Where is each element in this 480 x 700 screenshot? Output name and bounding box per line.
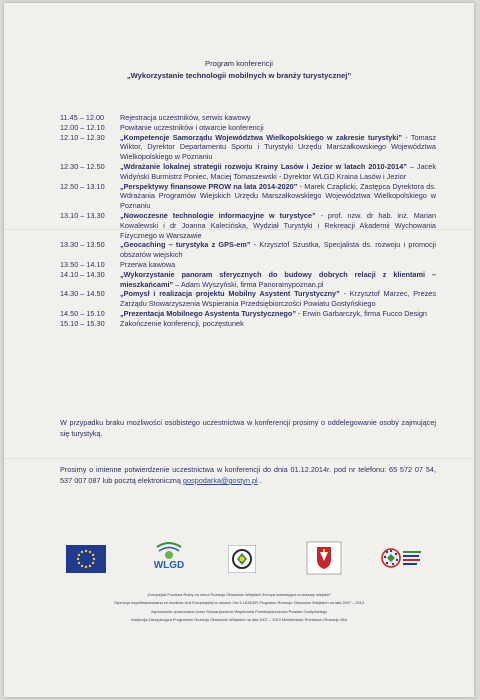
footer-line: Operacja współfinansowana ze środków Unii Europejskiej w ramach Osi 4 LEADER Programu Rozwoju Obszarów Wiejskich na lata 2007 – 2013 xyxy=(114,600,364,606)
wielkopolska-logo xyxy=(306,541,342,580)
page-subtitle: „Wykorzystanie technologii mobilnych w branży turystycznej” xyxy=(126,71,352,80)
session-details: Zakończenie konferencji, poczęstunek xyxy=(120,318,244,328)
schedule-time: 13.10 – 13.30 xyxy=(60,210,105,220)
schedule-time: 12.00 – 12.10 xyxy=(60,122,105,132)
session-title: „Geocaching – turystyka z GPS-em” xyxy=(120,240,251,250)
session-details: - Krzysztof Szustka, Specjalista ds. rozwoju i promocji obszarów wiejskich xyxy=(120,240,436,260)
schedule-row xyxy=(60,162,436,182)
schedule-description xyxy=(120,270,436,290)
schedule-description xyxy=(120,133,436,162)
schedule-time: 12.10 – 12.30 xyxy=(60,132,105,142)
schedule-description xyxy=(120,123,436,133)
schedule-description xyxy=(120,240,436,260)
schedule-time: 14.50 – 15.10 xyxy=(60,308,105,318)
schedule-row xyxy=(60,270,436,290)
eu-flag-logo xyxy=(66,545,106,578)
schedule-description xyxy=(120,260,436,270)
schedule-description xyxy=(120,113,436,123)
session-title: „Nowoczesne technologie informacyjne w turystyce” xyxy=(120,210,316,220)
schedule-row xyxy=(60,240,436,260)
sponsor-logos xyxy=(64,541,424,583)
confirmation-paragraph xyxy=(60,464,436,486)
schedule-row xyxy=(60,123,436,133)
page-title: Program konferencji xyxy=(205,59,273,68)
schedule-list xyxy=(60,113,436,329)
schedule-time: 14.10 – 14.30 xyxy=(60,269,105,279)
session-details: - Tomasz Wiktor, Dyrektor Departamentu Sportu i Turystyki Urzędu Marszałkowskiego Województwa Wielkopolskiego w Poznaniu xyxy=(120,132,436,162)
session-title: „Pomysł i realizacja projektu Mobilny Asystent Turystyczny” xyxy=(120,289,340,299)
session-details: – Jacek Widyński Burmistrz Poniec, Maciej Tomaszewski - Dyrektor WLGD Kraina Lasów i Jezior xyxy=(120,161,436,181)
confirmation-end: . xyxy=(257,476,262,485)
schedule-row xyxy=(60,113,436,123)
schedule-time: 13.30 – 13.50 xyxy=(60,240,105,250)
schedule-time: 12.30 – 12.50 xyxy=(60,161,105,171)
session-title: „Prezentacja Mobilnego Asystenta Turystycznego” xyxy=(120,308,296,318)
schedule-row xyxy=(60,319,436,329)
email-link[interactable]: gospodarka@gostyn.pl xyxy=(182,476,258,485)
page-header xyxy=(4,58,474,82)
session-details: – Adam Wyszyński, firma Panoramypoznan.pl xyxy=(173,279,324,289)
schedule-row xyxy=(60,289,436,309)
document-page xyxy=(4,3,474,697)
session-title: „Wdrażanie lokalnej strategii rozwoju Krainy Lasów i Jezior w latach 2010-2014” xyxy=(120,161,407,171)
session-details: - Krzysztof Marzec, Prezes Zarządu Stowarzyszenia Wspierania Przedsiębiorczości Powiatu Gostyńskiego xyxy=(120,289,437,309)
prow-logo xyxy=(379,543,423,580)
session-details: Przerwa kawowa xyxy=(120,259,176,269)
session-title: „Kompetencje Samorządu Województwa Wielkopolskiego w zakresie turystyki” xyxy=(120,132,403,142)
session-title: „Perspektywy finansowe PROW na lata 2014-2020” xyxy=(120,181,298,191)
session-details: - prof. nzw. dr hab. inż. Marian Kowalewski i dr Joanna Kalecińska, Wydział Turystyki i Rekreacji Akademii Wychowania Fizycznego w Warszawie xyxy=(120,210,437,240)
session-details: - Erwin Garbarczyk, firma Fucco Design xyxy=(295,308,427,318)
wlgd-logo xyxy=(149,541,189,582)
schedule-time: 15.10 – 15.30 xyxy=(60,318,105,328)
leader-logo xyxy=(228,545,256,578)
session-title: „Wykorzystanie panoram sferycznych do budowy dobrych relacji z klientami – mieszkańcami” xyxy=(120,269,436,289)
fold-line xyxy=(4,458,474,459)
schedule-time: 13.50 – 14.10 xyxy=(60,259,105,269)
footer-line: Zaproszenie opracowane przez Stowarzyszenie Wspierania Przedsiębiorczości Powiatu Gostyńskiego xyxy=(150,608,328,614)
schedule-row xyxy=(60,260,436,270)
schedule-description xyxy=(120,319,436,329)
schedule-description xyxy=(120,211,436,240)
footer-notes xyxy=(34,591,444,625)
schedule-time: 14.30 – 14.50 xyxy=(60,289,105,299)
schedule-row xyxy=(60,211,436,240)
footer-line: Instytucja Zarządzająca Programem Rozwoju Obszarów Wiejskich na lata 2007 – 2013 Ministerstwo Rolnictwa i Rozwoju Wsi xyxy=(130,617,348,623)
schedule-row xyxy=(60,133,436,162)
session-details: Rejestracja uczestników, serwis kawowy xyxy=(120,113,251,122)
footer-line: „Europejski Fundusz Rolny na rzecz Rozwoju Obszarów Wiejskich Europa inwestująca w obszary wiejskie” xyxy=(146,592,331,597)
schedule-row xyxy=(60,309,436,319)
schedule-time: 11.45 – 12.00 xyxy=(60,113,105,122)
schedule-description xyxy=(120,309,436,319)
schedule-row xyxy=(60,182,436,211)
delegation-notice: W przypadku braku możliwości osobistego uczestnictwa w konferencji prosimy o oddelegowanie osoby zajmującej się turystyką. xyxy=(60,418,436,438)
confirmation-text: Prosimy o imienne potwierdzenie uczestnictwa w konferencji do dnia 01.12.2014r. pod nr telefonu: 65 572 07 54, 537 007 087 lub pocztą elektroniczną xyxy=(60,465,436,485)
schedule-description xyxy=(120,289,436,309)
schedule-time: 12.50 – 13.10 xyxy=(60,181,105,191)
schedule-description xyxy=(120,162,436,182)
wlgd-logo-text: WLGD xyxy=(153,560,185,571)
schedule-description xyxy=(120,182,436,211)
session-details: - Marek Czaplicki, Zastępca Dyrektora ds. Wdrażania Programów Wiejskich Urzędu Marszałkowskiego Województwa Wielkopolskiego w Poznaniu xyxy=(120,181,436,211)
session-details: Powitanie uczestników i otwarcie konferencji xyxy=(120,122,264,132)
